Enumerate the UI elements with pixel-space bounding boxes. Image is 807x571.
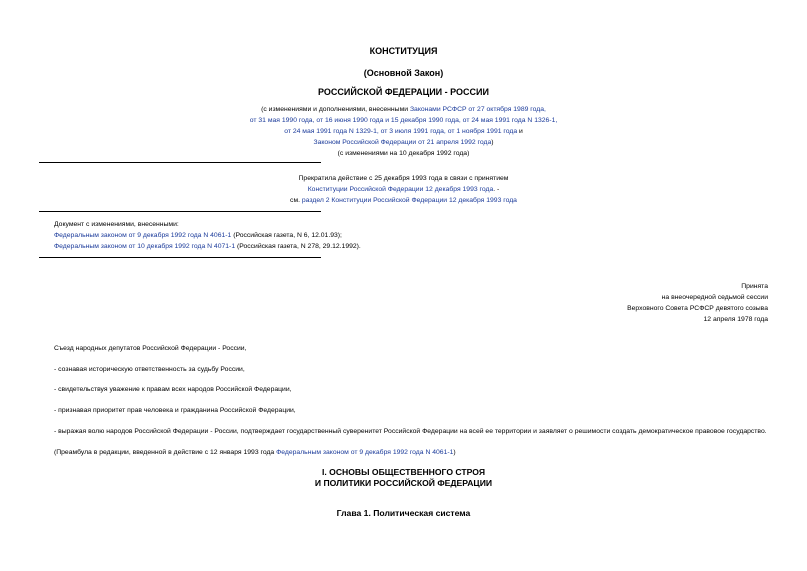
amendments-line-3: от 24 мая 1991 года N 1329-1, от 3 июля 1991 года, от 1 ноября 1991 года и [284, 128, 523, 135]
preamble-law-link[interactable]: Федеральным законом от 9 декабря 1992 года N 4061-1 [276, 449, 454, 456]
doc-subtitle: (Основной Закон) [363, 68, 444, 78]
amendments-line-5: (с изменениями на 10 декабря 1992 года) [337, 150, 470, 157]
doc-title: КОНСТИТУЦИЯ [369, 46, 438, 56]
amendments-link-3[interactable]: от 24 мая 1991 года N 1329-1, от 3 июля 1991 года, от 1 ноября 1991 года [284, 128, 518, 135]
changes-block [54, 219, 361, 252]
divider [39, 211, 321, 212]
amendments-link-1[interactable]: Законами РСФСР от 27 октября 1989 года, [409, 106, 546, 113]
amendments-link-4[interactable]: Законом Российской Федерации от 21 апреля 1992 года [313, 139, 492, 146]
chapter-heading: Глава 1. Политическая система [336, 508, 471, 518]
preamble-p3: - свидетельствуя уважение к правам всех народов Российской Федерации, [54, 386, 292, 393]
law-4071-1-link[interactable]: Федеральным законом от 10 декабря 1992 года N 4071-1 [54, 243, 236, 250]
terminated-line-2: Конституции Российской Федерации 12 декабря 1993 года. - [307, 186, 500, 193]
amendments-line-4: Законом Российской Федерации от 21 апреля 1992 года) [313, 139, 494, 146]
amendments-line-2 [0, 115, 807, 126]
preamble-p2: - сознавая историческую ответственность за судьбу России, [54, 366, 245, 373]
changes-item-2: Федеральным законом от 10 декабря 1992 года N 4071-1 (Российская газета, N 278, 29.12.1992). [54, 243, 361, 250]
preamble-p4: - признавая приоритет прав человека и гражданина Российской Федерации, [54, 407, 296, 414]
preamble-note: (Преамбула в редакции, введенной в действие с 12 января 1993 года Федеральным законом от 9 декабря 1992 года N 4061-1) [54, 449, 456, 456]
adopted-line-2: на внеочередной седьмой сессии [661, 294, 768, 301]
divider [39, 162, 321, 163]
amendments-block [0, 104, 807, 159]
amendments-line-1: (с изменениями и дополнениями, внесенными Законами РСФСР от 27 октября 1989 года, [261, 106, 546, 113]
preamble-p1: Съезд народных депутатов Российской Федерации - России, [54, 345, 247, 352]
section-heading-line-2: И ПОЛИТИКИ РОССИЙСКОЙ ФЕДЕРАЦИИ [314, 478, 493, 488]
divider [39, 257, 321, 258]
preamble-p5: - выражая волю народов Российской Федерации - России, подтверждает государственный суверенитет Российской Федерации на всей ее территории и заявляет о решимости создать демократическое правовое государство. [54, 428, 767, 435]
adopted-line-3: Верховного Совета РСФСР девятого созыва [627, 305, 768, 312]
section-2-link[interactable]: раздел 2 Конституции Российской Федерации 12 декабря 1993 года [301, 197, 517, 204]
terminated-line-3: см. раздел 2 Конституции Российской Федерации 12 декабря 1993 года [290, 197, 517, 204]
section-heading-line-1: I. ОСНОВЫ ОБЩЕСТВЕННОГО СТРОЯ [321, 467, 486, 477]
amendments-link-2[interactable]: от 31 мая 1990 года, от 16 июня 1990 года и 15 декабря 1990 года, от 24 мая 1991 года N 1326-1, [249, 117, 558, 124]
adopted-block [627, 281, 768, 325]
doc-federation: РОССИЙСКОЙ ФЕДЕРАЦИИ - РОССИИ [318, 87, 489, 97]
constitution-1993-link[interactable]: Конституции Российской Федерации 12 декабря 1993 года [307, 186, 494, 193]
terminated-line-1: Прекратила действие с 25 декабря 1993 года в связи с принятием [298, 175, 509, 182]
changes-heading: Документ с изменениями, внесенными: [54, 221, 179, 228]
terminated-block [0, 173, 807, 206]
law-4061-1-link[interactable]: Федеральным законом от 9 декабря 1992 года N 4061-1 [54, 232, 232, 239]
section-heading [0, 467, 807, 489]
adopted-line-4: 12 апреля 1978 года [703, 316, 768, 323]
changes-item-1: Федеральным законом от 9 декабря 1992 года N 4061-1 (Российская газета, N 6, 12.01.93); [54, 232, 342, 239]
adopted-line-1: Принята [741, 283, 768, 290]
